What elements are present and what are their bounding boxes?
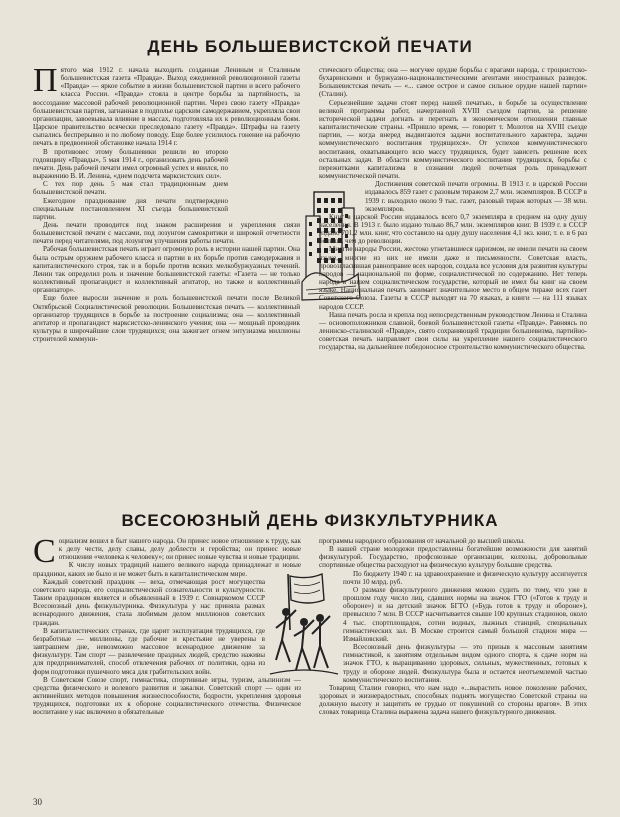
section1-paragraph: Многие народы России, жестоко угнетавшиеся царизмом, не имели печати на своем языке, многие из них не имели даже и письменности. Советская власть, провозгласившая равноправие всех народов, создала все условия для развития культуры народов — национальной по форме, социалистической по содержанию. Нет теперь народа в нашем социалистическом государстве, который не имел бы книг на своем языке. Национальная печать занимает значительное место в общем тираже всех газет Советского Союза. Газеты в СССР выходят на 70 языках, а книги — на 111 языках народов СССР. (319, 245, 587, 311)
section2-paragraph: Товарищ Сталин говорил, что нам надо «...вырастить новое поколение рабочих, здоровых и жизнерадостных, способных поднять могущество Советской страны на должную высоту и защитить ее грудью от покушений со стороны врагов». В этих словах товарища Сталина выражена задача нашего физкультурного движения. (319, 683, 587, 717)
section1-paragraph: Рабочая большевистская печать играет огромную роль в истории нашей партии. Она была острым оружием рабочего класса и партии в их борьбе против самодержавия и капиталистического строя, так и в борьбе против всяких мелкобуржуазных течений. Ленин так определил роль и значение большевистской газеты: «Газета — не только коллективный пропагандист и коллективный агитатор, но также и коллективный организатор». (33, 245, 300, 295)
section2-paragraph: Всесоюзный день физкультуры — это призыв к массовым занятиям гимнастикой, к занятиям отдельным видом одного спорта, к сдаче норм на значок ГТО, к выращиванию здоровых, сильных, мужественных, готовых к труду и обороне людей. Физкультура была и остается неотъемлемой частью коммунистического воспитания. (343, 643, 587, 684)
section2-paragraph: К числу новых традиций нашего великого народа принадлежат и новые праздники, каких не было и не может быть в капиталистическом мире. (33, 561, 301, 578)
page-number: 30 (33, 797, 42, 807)
section2-paragraph: Каждый советский праздник — веха, отмечающая рост могущества советского народа, его социалистической сознательности и культурности. Таким праздником является и объявленный в 1939 г. Совнаркомом СССР Всесоюзный день физкультурника. Физкультура у нас приняла размах всенародного движения, стала любимым делом миллионов советских граждан. (33, 577, 265, 627)
section2-paragraph: оциализм вошел в быт нашего народа. Он принес новое отношение к труду, как к делу чести, делу славы, делу доблести и геройства; он принес новые отношения «человека к человеку»; он принес новые чувства и новые традиции. (58, 537, 301, 562)
section1-title: ДЕНЬ БОЛЬШЕВИСТСКОЙ ПЕЧАТИ (147, 37, 473, 56)
section1-paragraph: Еще более выросли значение и роль большевистской печати после Великой Октябрьской Социалистической революции. Большевистская печать — коллективный организатор трудящихся в борьбе за построение социализма; она — коллективный агитатор и пропагандист марксистско-ленинского учения; она — мощный проводник культуры в широчайшие слои трудящихся; она зажигает огнем энтузиазма миллионы строителей коммуни- (33, 294, 300, 344)
section1-left-column (33, 66, 300, 458)
section1-dropcap: П (33, 66, 58, 99)
section1-paragraph: День печати проводится под знаком расширения и укрепления связи большевистской печати с массами, под лозунгом самокритики и широкой отчетности печати перед читателями, под лозунгом улучшения работы печати. (33, 220, 300, 246)
section1-paragraph: Книг в царской России издавалось всего 0,7 экземпляра в среднем на одну душу населения. В 1913 г. было издано только 86,7 млн. экземпляров книг. В 1939 г. в СССР издано 701,2 млн. книг, что составило на одну душу населения 4,1 экз. книг, т. е. в 6 раз больше, чем до революции. (319, 212, 587, 246)
section1-paragraph: В противовес этому большевики решили во второю годовщину «Правды», 5 мая 1914 г., организовать день рабочей печати. День рабочей печати имел огромный успех и явился, по выражению В. И. Ленина, «днем подсчета марксистских сил». (33, 147, 228, 181)
section1-paragraph: Достижения советской печати огромны. В 1913 г. в царской России издавалось 859 газет с разовым тиражом 2,7 млн. экземпляров. В СССР в 1939 г. выходило около 9 тыс. газет, разовый тираж которых — 38 млн. экземпляров. (365, 180, 587, 213)
section1-paragraph: С тех пор день 5 мая стал традиционным днем большевистской печати. (33, 180, 228, 197)
section2-title: ВСЕСОЮЗНЫЙ ДЕНЬ ФИЗКУЛЬТУРНИКА (121, 511, 499, 530)
section2-paragraph: В нашей стране молодежи предоставлены богатейшие возможности для занятий физкультурой. Государство, профсоюзные организации, колхозы, добровольные спортивные общества расходуют на физическую культуру большие средства. (319, 545, 587, 570)
section1-paragraph: ятого мая 1912 г. начала выходить созданная Лениным и Сталиным большевистская газета «Правда». Выход ежедневной революционной газеты «Правда» — яркое событие в жизни большевистской партии и всего рабочего класса России. «Правда» стояла в центре борьбы за партийность, за воссоздание массовой рабочей революционной партии. Через свою газету «Правда» большевистская партия, загнанная в подполье царским самодержавием, укрепляла свои организации, завоевывала влияние в массах, подготовляла их к революционным боям. Царское правительство всячески преследовало газету «Правда». Штрафы на газету сыпались беспрерывно и по любому поводу. Еще более усилилось гонение на рабочую печать в предвоенной обстановке начала 1914 г. (33, 66, 300, 148)
section1-paragraph: Ежегодное празднование дня печати подтверждено специальным постановлением XI съезда большевистской партии. (33, 196, 228, 221)
section2-paragraph: По бюджету 1940 г. на здравоохранение и физическую культуру ассигнуется почти 10 млрд. руб. (343, 569, 587, 586)
section2-left-column (33, 537, 301, 789)
section1-paragraph: Серьезнейшие задачи стоят перед нашей печатью., в борьбе за осуществление великой программы работ, начертанной XVIII съездом партии, за решение исторической задачи догнать и перегнать в экономическом отношении главные капиталистические страны. «Пришло время, — говорит т. Молотов на XVIII съезде партии, — когда внеред выдвигаются задачи воспитательного характера, задачи коммунистического воспитания трудящихся». От успехов коммунистического воспитания, охватывающего всю массу трудящихся, будет зависеть решение всех остальных задач. В области коммунистического воспитания трудящихся, борьбы с пережитками капитализма в сознании людей почетная роль принадлежит коммунистической печати. (319, 98, 587, 181)
section2-dropcap: С (33, 537, 56, 570)
section2-paragraph: В капиталистических странах, где царит эксплуатация трудящихся, где безработные — миллионы, где рабочие и крестьяне не уверены в завтрашнем дне, невозможно массовое всенародное движение за физкультуру. Там спорт — развлечение праздных людей, средство наживы для предпринимателей, способ отвлечения рабочих от политики, одна из форм подготовки пушечного мяса для грабительских войн. (33, 626, 265, 676)
section1-paragraph: стического общества; она — могучее орудие борьбы с врагами народа, с троцкистско-бухаринскими и буржуазно-националистическими агентами иностранных разведок. Большевистская печать — «... самое острое и самое сильное орудие нашей партии» (Сталин). (319, 66, 587, 99)
section2-paragraph: программы народного образования от начальной до высшей школы. (319, 537, 525, 545)
section2-paragraph: О размахе физкультурного движения можно судить по тому, что уже в прошлом году число лиц, сдавших нормы на значок ГТО («Готов к труду и обороне») и на детский значок БГТО («Будь готов к труду и обороне»), превысило 7 млн. В СССР насчитывается свыше 100 крупных стадионов, около 4 тыс. спортплощадок, сотни водных, лыжных станций, специальных гимнастических зал. В Москве строится самый большой стадион мира — Измайловский. (343, 585, 587, 643)
section2-paragraph: В Советском Союзе спорт, гимнастика, спортивные игры, туризм, альпинизм — средства физического и волевого развития и закалки. Советский спорт — один из активнейших методов повышения жизнеспособности, бодрости, укрепления здоровья трудящихся, подготовки их к обороне социалистического отечества. Физическое воспитание у нас включено в обязательные (33, 675, 301, 717)
section1-right-column (319, 66, 587, 458)
section2-right-column (319, 537, 587, 789)
section1-paragraph: Наша печать росла и крепла под непосредственным руководством Ленина и Сталина — основоположников славной, боевой большевистской газеты «Правда». Равняясь по ленинско-сталинской «Правде», свято сохраняющей традиции большевизма, партийно-советская печать направляет свои силы на укрепление нашего социалистического государства, на дальнейшее победоносное строительство коммунистического общества. (319, 310, 587, 352)
